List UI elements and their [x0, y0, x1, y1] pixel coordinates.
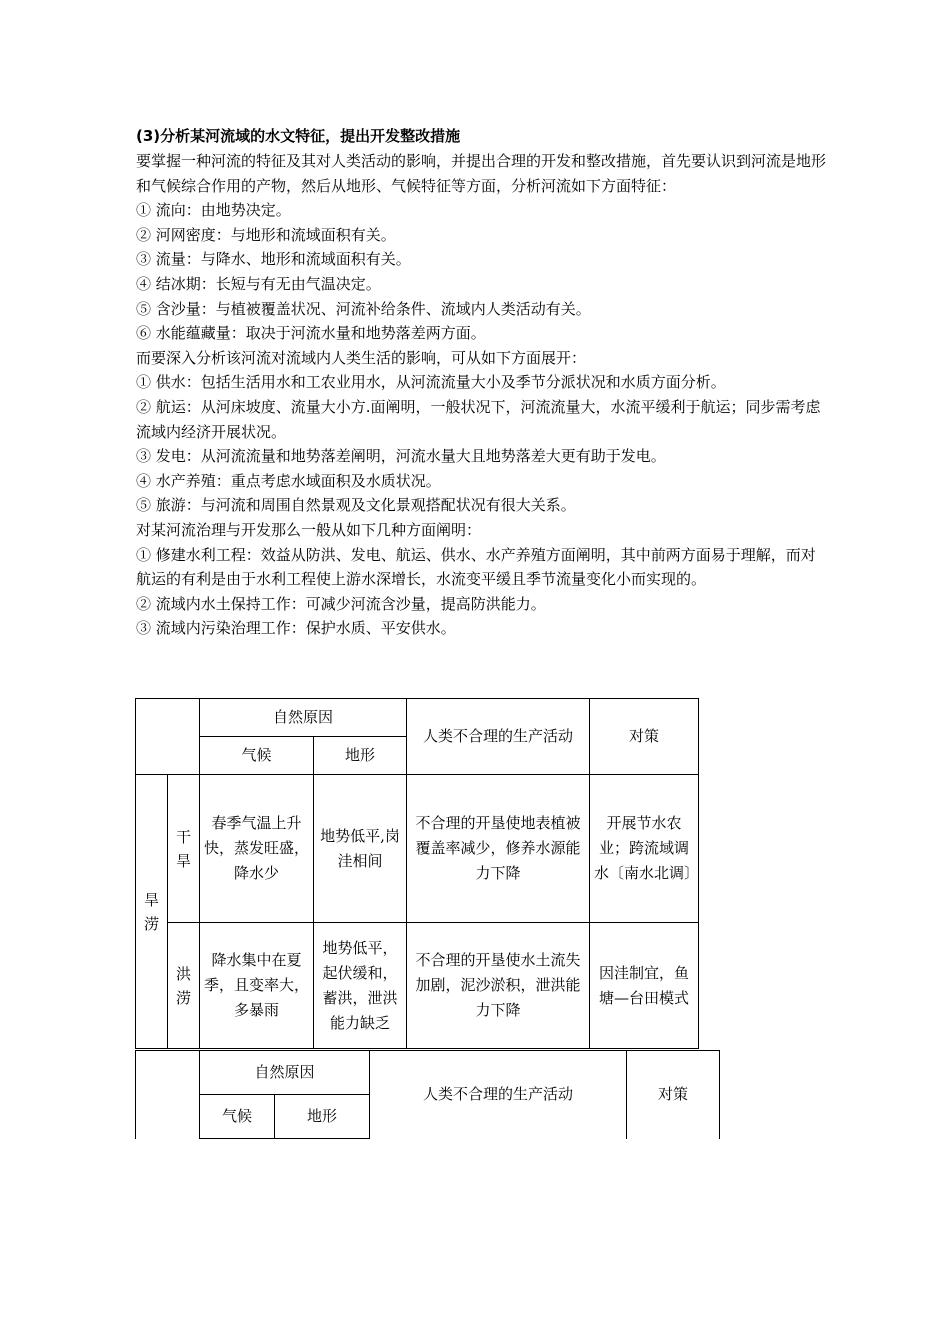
natural-causes-header: 自然原因	[200, 699, 407, 737]
climate-cell: 降水集中在夏季，且变率大，多暴雨	[200, 923, 314, 1049]
section-heading: (3)分析某河流域的水文特征，提出开发整改措施	[136, 127, 461, 145]
feature-item: ① 流向：由地势决定。	[136, 201, 291, 220]
row-type: 干旱	[175, 827, 191, 870]
feature-item: ⑤ 含沙量：与植被覆盖状况、河流补给条件、流域内人类活动有关。	[136, 299, 591, 318]
intro-paragraph: 要掌握一种河流的特征及其对人类活动的影响，并提出合理的开发和整改措施，首先要认识到河流是地形和气候综合作用的产物，然后从地形、气候特征等方面，分析河流如下方面特征：	[136, 152, 827, 195]
governance-item: ③ 流域内污染治理工作：保护水质、平安供水。	[136, 619, 456, 638]
countermeasure-header: 对策	[590, 699, 699, 775]
countermeasure-header: 对策	[627, 1051, 720, 1139]
feature-item: ⑥ 水能蕴藏量：取决于河流水量和地势落差两方面。	[136, 324, 486, 343]
impact-item: ④ 水产养殖：重点考虑水域面积及水质状况。	[136, 471, 441, 490]
countermeasure-cell: 因洼制宜，鱼塘—台田模式	[590, 923, 699, 1049]
drought-flood-table-2	[135, 1050, 720, 1139]
feature-item: ④ 结冰期：长短与有无由气温决定。	[136, 274, 381, 293]
terrain-cell: 地势低平，起伏缓和，蓄洪，泄洪能力缺乏	[314, 923, 407, 1049]
human-activity-cell: 不合理的开垦使地表植被覆盖率减少，修养水源能力下降	[407, 775, 590, 923]
climate-header: 气候	[200, 1095, 275, 1139]
impact-item: ③ 发电：从河流流量和地势落差阐明，河流水量大且地势落差大更有助于发电。	[136, 447, 666, 466]
drought-flood-table	[135, 698, 699, 1049]
corner-cell	[136, 699, 200, 775]
corner-cell	[136, 1051, 200, 1139]
terrain-cell: 地势低平,岗洼相间	[314, 775, 407, 923]
group-label: 旱涝	[143, 890, 159, 933]
countermeasure-cell: 开展节水农业；跨流域调水〔南水北调〕	[590, 775, 699, 923]
group-label-cell	[136, 775, 168, 1049]
governance-item: ① 修建水利工程：效益从防洪、发电、航运、供水、水产养殖方面阐明，其中前两方面易于理解，而对航运的有利是由于水利工程使上游水深增长，水流变平缓且季节流量变化小而实现的。	[136, 545, 816, 589]
impact-item: ① 供水：包括生活用水和工农业用水，从河流流量大小及季节分派状况和水质方面分析。	[136, 373, 726, 392]
human-activity-header: 人类不合理的生产活动	[407, 699, 590, 775]
feature-item: ③ 流量：与降水、地形和流域面积有关。	[136, 250, 411, 269]
impact-intro: 而要深入分析该河流对流域内人类生活的影响，可从如下方面展开：	[136, 348, 587, 367]
terrain-header: 地形	[314, 737, 407, 775]
impact-item: ⑤ 旅游：与河流和周围自然景观及文化景观搭配状况有很大关系。	[136, 496, 576, 515]
feature-item: ② 河网密度：与地形和流域面积有关。	[136, 225, 396, 244]
natural-causes-header: 自然原因	[200, 1051, 370, 1095]
terrain-header: 地形	[275, 1095, 370, 1139]
climate-cell: 春季气温上升快，蒸发旺盛，降水少	[200, 775, 314, 923]
climate-header: 气候	[200, 737, 314, 775]
governance-item: ② 流域内水土保持工作：可减少河流含沙量，提高防洪能力。	[136, 594, 546, 613]
row-type-cell	[168, 775, 200, 923]
human-activity-cell: 不合理的开垦使水土流失加剧，泥沙淤积，泄洪能力下降	[407, 923, 590, 1049]
row-type: 洪涝	[175, 964, 191, 1007]
row-type-cell	[168, 923, 200, 1049]
text-block	[136, 124, 826, 641]
human-activity-header: 人类不合理的生产活动	[370, 1051, 627, 1139]
governance-intro: 对某河流治理与开发那么一般从如下几种方面阐明：	[136, 520, 482, 539]
impact-item: ② 航运：从河床坡度、流量大小方.面阐明，一般状况下，河流流量大，水流平缓利于航运；同步需考虑流域内经济开展状况。	[136, 397, 821, 441]
